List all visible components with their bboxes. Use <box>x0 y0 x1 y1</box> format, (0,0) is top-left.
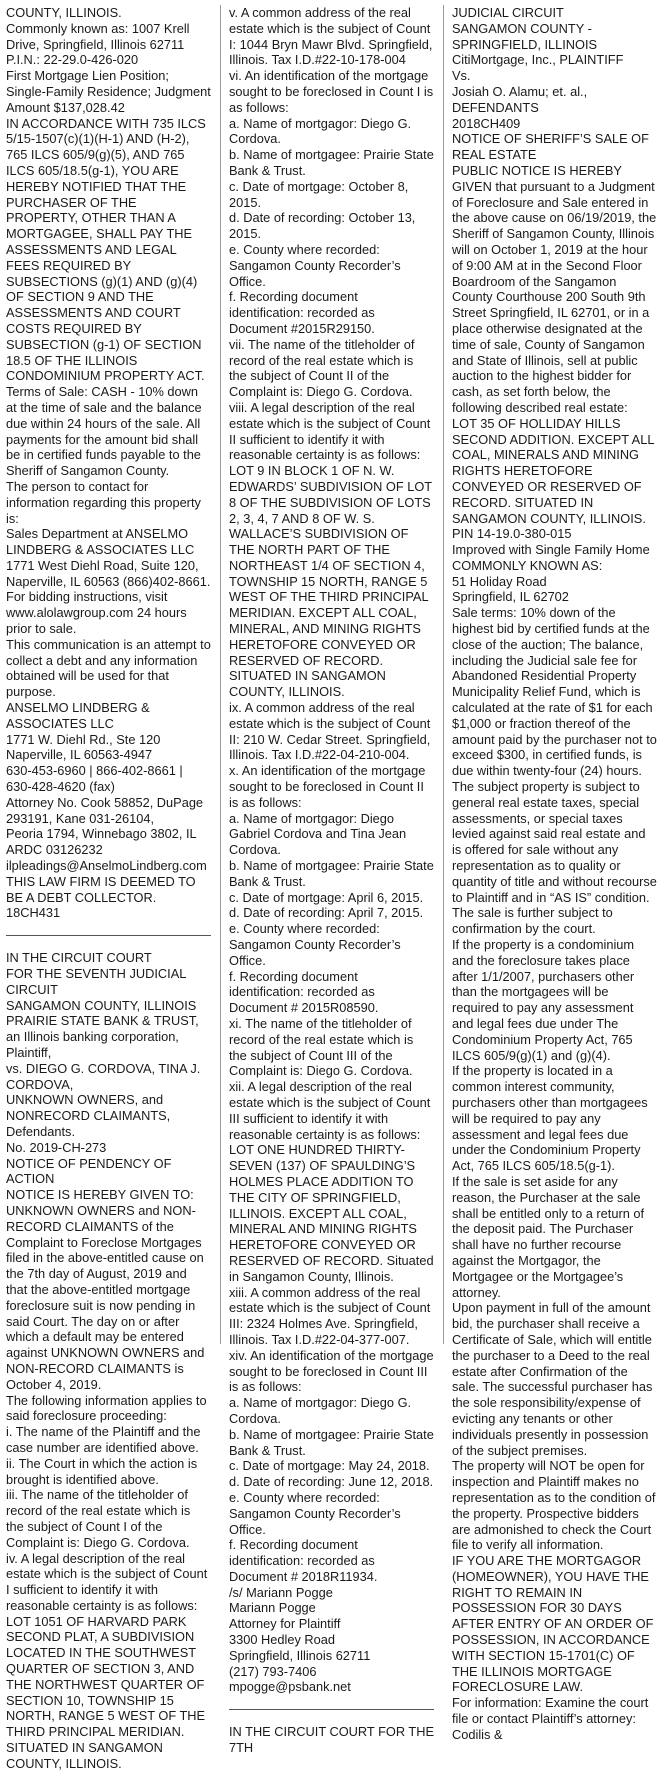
notice-text: IN THE CIRCUIT COURT FOR THE 7TH <box>229 1724 435 1756</box>
column-divider <box>443 5 452 1344</box>
notice-divider <box>229 1709 434 1710</box>
column-3 <box>452 5 657 1742</box>
notice-text: v. A common address of the real estate which is the subject of Count I: 1044 Bryn Mawr Blvd. Springfield, Illinois. Tax I.D.#22-10-178-004 vi. An identification of the mortgage sought to be foreclosed in Count I is as follows: a. Name of mortgagor: Diego G. Cordova. b. Name of mortgagee: Prairie State Bank & Trust. c. Date of mortgage: October 8, 2015. d. Date of recording: October 13, 2015. e. County where recorded: Sangamon County Recorder’s Office. f. Recording document identification: recorded as Document #2015R29150. vii. The name of the titleholder of record of the real estate which is the subject of Count II of the Complaint is: Diego G. Cordova. viii. A legal description of the real estate which is the subject of Count II sufficient to identify it with reasonable certainty is as follows: LOT 9 IN BLOCK 1 OF N. W. EDWARDS’ SUBDIVISION OF LOT 8 OF THE SUBDIVISION OF LOTS 2, 3, 4, 7 AND 8 OF W. S. WALLACE’S SUBDIVISION OF THE NORTH PART OF THE NORTHEAST 1/4 OF SECTION 4, TOWNSHIP 15 NORTH, RANGE 5 WEST OF THE THIRD PRINCIPAL MERIDIAN. EXCEPT ALL COAL, MINERAL, AND MINING RIGHTS HERETOFORE CONVEYED OR RESERVED OF RECORD. SITUATED IN SANGAMON COUNTY, ILLINOIS. ix. A common address of the real estate which is the subject of Count II: 210 W. Cedar Street. Springfield, Illinois. Tax I.D.#22-04-210-004. x. An identification of the mortgage sought to be foreclosed in Count II is as follows: a. Name of mortgagor: Diego Gabriel Cordova and Tina Jean Cordova. b. Name of mortgagee: Prairie State Bank & Trust. c. Date of mortgage: April 6, 2015. d. Date of recording: April 7, 2015. e. County where recorded: Sangamon County Recorder’s Office. f. Recording document identification: recorded as Document # 2015R08590. xi. The name of the titleholder of record of the real estate which is the subject of Count III of the Complaint is: Diego G. Cordova. xii. A legal description of the real estate which is the subject of Count III sufficient to identify it with reasonable certainty is as follows: LOT ONE HUNDRED THIRTY-SEVEN (137) OF SPAULDING’S HOLMES PLACE ADDITION TO THE CITY OF SPRINGFIELD, ILLINOIS. EXCEPT ALL COAL, MINERAL AND MINING RIGHTS HERETOFORE CONVEYED OR RESERVED OF RECORD. Situated in Sangamon County, Illinois. xiii. A common address of the real estate which is the subject of Count III: 2324 Holmes Ave. Springfield, Illinois. Tax I.D.#22-04-377-007. xiv. An identification of the mortgage sought to be foreclosed in Count III is as follows: a. Name of mortgagor: Diego G. Cordova. b. Name of mortgagee: Prairie State Bank & Trust. c. Date of mortgage: May 24, 2018. d. Date of recording: June 12, 2018. e. County where recorded: Sangamon County Recorder’s Office. f. Recording document identification: recorded as Document # 2018R11934. /s/ Mariann Pogge Mariann Pogge Attorney for Plaintiff 3300 Hedley Road Springfield, Illinois 62711 (217) 793-7406 mpogge@psbank.net <box>229 5 434 1695</box>
column-2 <box>229 5 435 1756</box>
notice-text: JUDICIAL CIRCUIT SANGAMON COUNTY - SPRINGFIELD, ILLINOIS CitiMortgage, Inc., PLAINTIFF Vs. Josiah O. Alamu; et. al., DEFENDANTS 2018CH409 NOTICE OF SHERIFF’S SALE OF REAL ESTATE PUBLIC NOTICE IS HEREBY GIVEN that pursuant to a Judgment of Foreclosure and Sale entered in the above cause on 06/19/2019, the Sheriff of Sangamon County, Illinois will on October 1, 2019 at the hour of 9:00 AM at in the Second Floor Boardroom of the Sangamon County Courthouse 200 South 9th Street Springfield, IL 62701, or in a place otherwise designated at the time of sale, County of Sangamon and State of Illinois, sell at public auction to the highest bidder for cash, as set forth below, the following described real estate: LOT 35 OF HOLLIDAY HILLS SECOND ADDITION. EXCEPT ALL COAL, MINERALS AND MINING RIGHTS HERETOFORE CONVEYED OR RESERVED OF RECORD. SITUATED IN SANGAMON COUNTY, ILLINOIS. PIN 14-19.0-380-015 Improved with Single Family Home COMMONLY KNOWN AS: 51 Holiday Road Springfield, IL 62702 Sale terms: 10% down of the highest bid by certified funds at the close of the auction; The balance, including the Judicial sale fee for Abandoned Residential Property Municipality Relief Fund, which is calculated at the rate of $1 for each $1,000 or fraction thereof of the amount paid by the purchaser not to exceed $300, in certified funds, is due within twenty-four (24) hours. The subject property is subject to general real estate taxes, special assessments, or special taxes levied against said real estate and is offered for sale without any representation as to quality or quantity of title and without recourse to Plaintiff and in “AS IS” condition. The sale is further subject to confirmation by the court. If the property is a condominium and the foreclosure takes place after 1/1/2007, purchasers other than the mortgagees will be required to pay any assessment and legal fees due under The Condominium Property Act, 765 ILCS 605/9(g)(1) and (g)(4). If the property is located in a common interest community, purchasers other than mortgagees will be required to pay any assessment and legal fees due under the Condominium Property Act, 765 ILCS 605/18.5(g-1). If the sale is set aside for any reason, the Purchaser at the sale shall be entitled only to a return of the deposit paid. The Purchaser shall have no further recourse against the Mortgagor, the Mortgagee or the Mortgagee’s attorney. Upon payment in full of the amount bid, the purchaser shall receive a Certificate of Sale, which will entitle the purchaser to a Deed to the real estate after Confirmation of the sale. The successful purchaser has the sole responsibility/expense of evicting any tenants or other individuals presently in possession of the subject premises. The property will NOT be open for inspection and Plaintiff makes no representation as to the condition of the property. Prospective bidders are admonished to check the Court file to verify all information. IF YOU ARE THE MORTGAGOR (HOMEOWNER), YOU HAVE THE RIGHT TO REMAIN IN POSSESSION FOR 30 DAYS AFTER ENTRY OF AN ORDER OF POSSESSION, IN ACCORDANCE WITH SECTION 15-1701(C) OF THE ILLINOIS MORTGAGE FORECLOSURE LAW. For information: Examine the court file or contact Plaintiff’s attorney: Codilis & <box>452 5 657 1742</box>
notice-text: IN THE CIRCUIT COURT FOR THE SEVENTH JUDICIAL CIRCUIT SANGAMON COUNTY, ILLINOIS PRAIRIE STATE BANK & TRUST, an Illinois banking corporation, Plaintiff, vs. DIEGO G. CORDOVA, TINA J. CORDOVA, UNKNOWN OWNERS, and NONRECORD CLAIMANTS, Defendants. No. 2019-CH-273 NOTICE OF PENDENCY OF ACTION NOTICE IS HEREBY GIVEN TO: UNKNOWN OWNERS and NON-RECORD CLAIMANTS of the Complaint to Foreclose Mortgages filed in the above-entitled cause on the 7th day of August, 2019 and that the above-entitled mortgage foreclosure suit is now pending in said Court. The day on or after which a default may be entered against UNKNOWN OWNERS and NON-RECORD CLAIMANTS is October 4, 2019. The following information applies to said foreclosure proceeding: i. The name of the Plaintiff and the case number are identified above. ii. The Court in which the action is brought is identified above. iii. The name of the titleholder of record of the real estate which is the subject of Count I of the Complaint is: Diego G. Cordova. iv. A legal description of the real estate which is the subject of Count I sufficient to identify it with reasonable certainty is as follows: LOT 1051 OF HARVARD PARK SECOND PLAT, A SUBDIVISION LOCATED IN THE SOUTHWEST QUARTER OF SECTION 3, AND THE NORTHWEST QUARTER OF SECTION 10, TOWNSHIP 15 NORTH, RANGE 5 WEST OF THE THIRD PRINCIPAL MERIDIAN. SITUATED IN SANGAMON COUNTY, ILLINOIS. <box>6 950 208 1771</box>
notice-text: COUNTY, ILLINOIS. Commonly known as: 1007 Krell Drive, Springfield, Illinois 62711 P.I.N.: 22-29.0-426-020 First Mortgage Lien Position; Single-Family Residence; Judgment Amount $137,028.42 IN ACCORDANCE WITH 735 ILCS 5/15-1507(c)(1)(H-1) AND (H-2), 765 ILCS 605/9(g)(5), AND 765 ILCS 605/18.5(g-1), YOU ARE HEREBY NOTIFIED THAT THE PURCHASER OF THE PROPERTY, OTHER THAN A MORTGAGEE, SHALL PAY THE ASSESSMENTS AND LEGAL FEES REQUIRED BY SUBSECTIONS (g)(1) AND (g)(4) OF SECTION 9 AND THE ASSESSMENTS AND COURT COSTS REQUIRED BY SUBSECTION (g-1) OF SECTION 18.5 OF THE ILLINOIS CONDOMINIUM PROPERTY ACT. Terms of Sale: CASH - 10% down at the time of sale and the balance due within 24 hours of the sale. All payments for the amount bid shall be in certified funds payable to the Sheriff of Sangamon County. The person to contact for information regarding this property is: Sales Department at ANSELMO LINDBERG & ASSOCIATES LLC 1771 West Diehl Road, Suite 120, Naperville, IL 60563 (866)402-8661. For bidding instructions, visit www.alolawgroup.com 24 hours prior to sale. This communication is an attempt to collect a debt and any information obtained will be used for that purpose. ANSELMO LINDBERG & ASSOCIATES LLC 1771 W. Diehl Rd., Ste 120 Naperville, IL 60563-4947 630-453-6960 | 866-402-8661 | 630-428-4620 (fax) Attorney No. Cook 58852, DuPage 293191, Kane 031-26104, Peoria 1794, Winnebago 3802, IL ARDC 03126232 ilpleadings@AnselmoLindberg.com THIS LAW FIRM IS DEEMED TO BE A DEBT COLLECTOR. 18CH431 <box>6 5 211 921</box>
notice-divider <box>6 935 211 936</box>
column-1 <box>6 5 211 1771</box>
column-divider <box>220 5 229 1344</box>
